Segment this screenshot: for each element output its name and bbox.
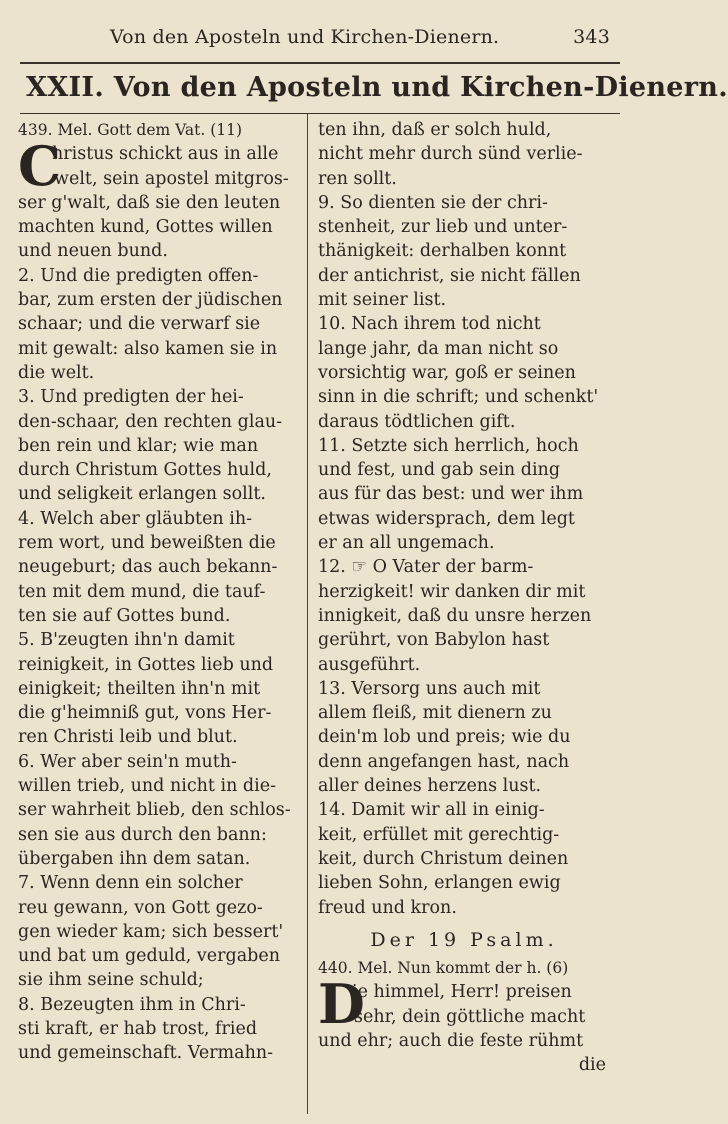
text-line: durch Christum Gottes huld, bbox=[18, 460, 272, 481]
text-line: ausgeführt. bbox=[318, 654, 421, 675]
text-line: reu gewann, von Gott gezo- bbox=[18, 897, 263, 918]
text-line: und seligkeit erlangen sollt. bbox=[18, 484, 266, 505]
catchword: die bbox=[578, 1055, 606, 1076]
text-line: und gemeinschaft. Vermahn- bbox=[18, 1043, 274, 1064]
text-line: 14. Damit wir all in einig- bbox=[318, 800, 545, 821]
text-line: die g'heimniß gut, vons Her- bbox=[18, 703, 272, 724]
text-line: gerührt, von Babylon hast bbox=[318, 630, 550, 651]
text-line: ren Christi leib und blut. bbox=[18, 727, 238, 748]
text-line: 10. Nach ihrem tod nicht bbox=[318, 314, 541, 335]
text-line: aus für das best: und wer ihm bbox=[318, 484, 584, 505]
header-rule bbox=[20, 62, 620, 64]
text-line: aller deines herzens lust. bbox=[318, 776, 542, 797]
heading-rule bbox=[20, 113, 620, 114]
text-line: sie ihm seine schuld; bbox=[18, 970, 204, 991]
text-line: ser g'walt, daß sie den leuten bbox=[18, 192, 281, 213]
text-line: ben rein und klar; wie man bbox=[18, 435, 259, 456]
text-line: ren sollt. bbox=[318, 168, 397, 189]
text-line: ie himmel, Herr! preisen bbox=[352, 982, 572, 1003]
text-line: rem wort, und beweißten die bbox=[18, 533, 276, 554]
text-line: er an all ungemach. bbox=[318, 533, 495, 554]
text-line: und fest, und gab sein ding bbox=[318, 460, 561, 481]
text-line: mit gewalt: also kamen sie in bbox=[18, 338, 278, 359]
text-line: sehr, dein göttliche macht bbox=[354, 1006, 586, 1027]
text-line: 5. B'zeugten ihn'n damit bbox=[18, 630, 235, 651]
text-line: 4. Welch aber gläubten ih- bbox=[18, 508, 253, 529]
text-line: 11. Setzte sich herrlich, hoch bbox=[318, 435, 579, 456]
left-column bbox=[18, 118, 302, 1066]
text-line: innigkeit, daß du unsre herzen bbox=[318, 605, 592, 626]
text-line: machten kund, Gottes willen bbox=[18, 217, 273, 238]
text-line: 2. Und die predigten offen- bbox=[18, 265, 259, 286]
text-line: sinn in die schrift; und schenkt' bbox=[318, 387, 599, 408]
text-line: freud und kron. bbox=[318, 897, 457, 918]
text-line: 13. Versorg uns auch mit bbox=[318, 678, 541, 699]
text-line: neugeburt; das auch bekann- bbox=[18, 557, 278, 578]
text-line: übergaben ihn dem satan. bbox=[18, 848, 251, 869]
text-line: reinigkeit, in Gottes lieb und bbox=[18, 654, 274, 675]
text-line: 7. Wenn denn ein solcher bbox=[18, 873, 243, 894]
text-line: schaar; und die verwarf sie bbox=[18, 314, 261, 335]
hymn-440-text bbox=[318, 972, 610, 1053]
text-line: ten mit dem mund, die tauf- bbox=[18, 581, 266, 602]
text-line: sen sie aus durch den bann: bbox=[18, 824, 267, 845]
text-line: 9. So dienten sie der chri- bbox=[318, 192, 548, 213]
text-line: lieben Sohn, erlangen ewig bbox=[318, 873, 561, 894]
text-line: 6. Wer aber sein'n muth- bbox=[18, 751, 237, 772]
text-line: lange jahr, da man nicht so bbox=[318, 338, 559, 359]
text-line: thänigkeit: derhalben konnt bbox=[318, 241, 567, 262]
text-line: sti kraft, er hab trost, fried bbox=[18, 1018, 258, 1039]
text-line: etwas widersprach, dem legt bbox=[318, 508, 575, 529]
right-column bbox=[318, 118, 610, 1078]
hymn-439-continued-text bbox=[318, 118, 610, 920]
psalm-title: Der 19 Psalm. bbox=[370, 928, 558, 951]
page-number: 343 bbox=[573, 26, 610, 48]
section-heading: XXII. Von den Aposteln und Kirchen-Dienern. bbox=[26, 72, 728, 103]
dropcap-letter: C bbox=[18, 134, 61, 199]
hymn-440-heading: 440. Mel. Nun kommt der h. (6) bbox=[318, 959, 569, 978]
text-line: keit, erfüllet mit gerechtig- bbox=[318, 824, 560, 845]
text-line: stenheit, zur lieb und unter- bbox=[318, 217, 568, 238]
text-line: die welt. bbox=[18, 362, 95, 383]
text-line: mit seiner list. bbox=[318, 290, 447, 311]
hymn-439-text bbox=[18, 134, 302, 1065]
text-line: gen wieder kam; sich bessert' bbox=[18, 921, 284, 942]
text-line: denn angefangen hast, nach bbox=[318, 751, 570, 772]
text-line: einigkeit; theilten ihn'n mit bbox=[18, 678, 261, 699]
text-line: ten ihn, daß er solch huld, bbox=[318, 120, 552, 140]
running-title: Von den Aposteln und Kirchen-Dienern. bbox=[110, 26, 500, 48]
text-line: ten sie auf Gottes bund. bbox=[18, 605, 231, 626]
text-line: ser wahrheit blieb, den schlos- bbox=[18, 800, 291, 821]
text-line: welt, sein apostel mitgros- bbox=[54, 168, 289, 189]
hymn-439-heading: 439. Mel. Gott dem Vat. (11) bbox=[18, 121, 243, 139]
text-line: nicht mehr durch sünd verlie- bbox=[318, 144, 583, 165]
text-line: vorsichtig war, goß er seinen bbox=[318, 362, 576, 383]
text-line: dein'm lob und preis; wie du bbox=[318, 727, 571, 748]
text-line: bar, zum ersten der jüdischen bbox=[18, 290, 283, 311]
text-line: herzigkeit! wir danken dir mit bbox=[318, 581, 586, 602]
dropcap-letter: D bbox=[318, 972, 365, 1037]
column-divider bbox=[307, 114, 308, 1114]
text-line: 3. Und predigten der hei- bbox=[18, 387, 244, 408]
text-line: den-schaar, den rechten glau- bbox=[18, 411, 283, 432]
text-line: allem fleiß, mit dienern zu bbox=[318, 703, 552, 724]
text-line: 8. Bezeugten ihm in Chri- bbox=[18, 994, 246, 1015]
text-line: 12. ☞ O Vater der barm- bbox=[318, 557, 534, 578]
text-line: hristus schickt aus in alle bbox=[52, 144, 279, 165]
text-line: und bat um geduld, vergaben bbox=[18, 946, 280, 967]
text-line: der antichrist, sie nicht fällen bbox=[318, 265, 581, 286]
text-line: keit, durch Christum deinen bbox=[318, 848, 569, 869]
text-line: und neuen bund. bbox=[18, 241, 168, 262]
text-line: daraus tödtlichen gift. bbox=[318, 411, 516, 432]
text-line: willen trieb, und nicht in die- bbox=[18, 776, 276, 797]
text-line: und ehr; auch die feste rühmt bbox=[318, 1030, 584, 1051]
